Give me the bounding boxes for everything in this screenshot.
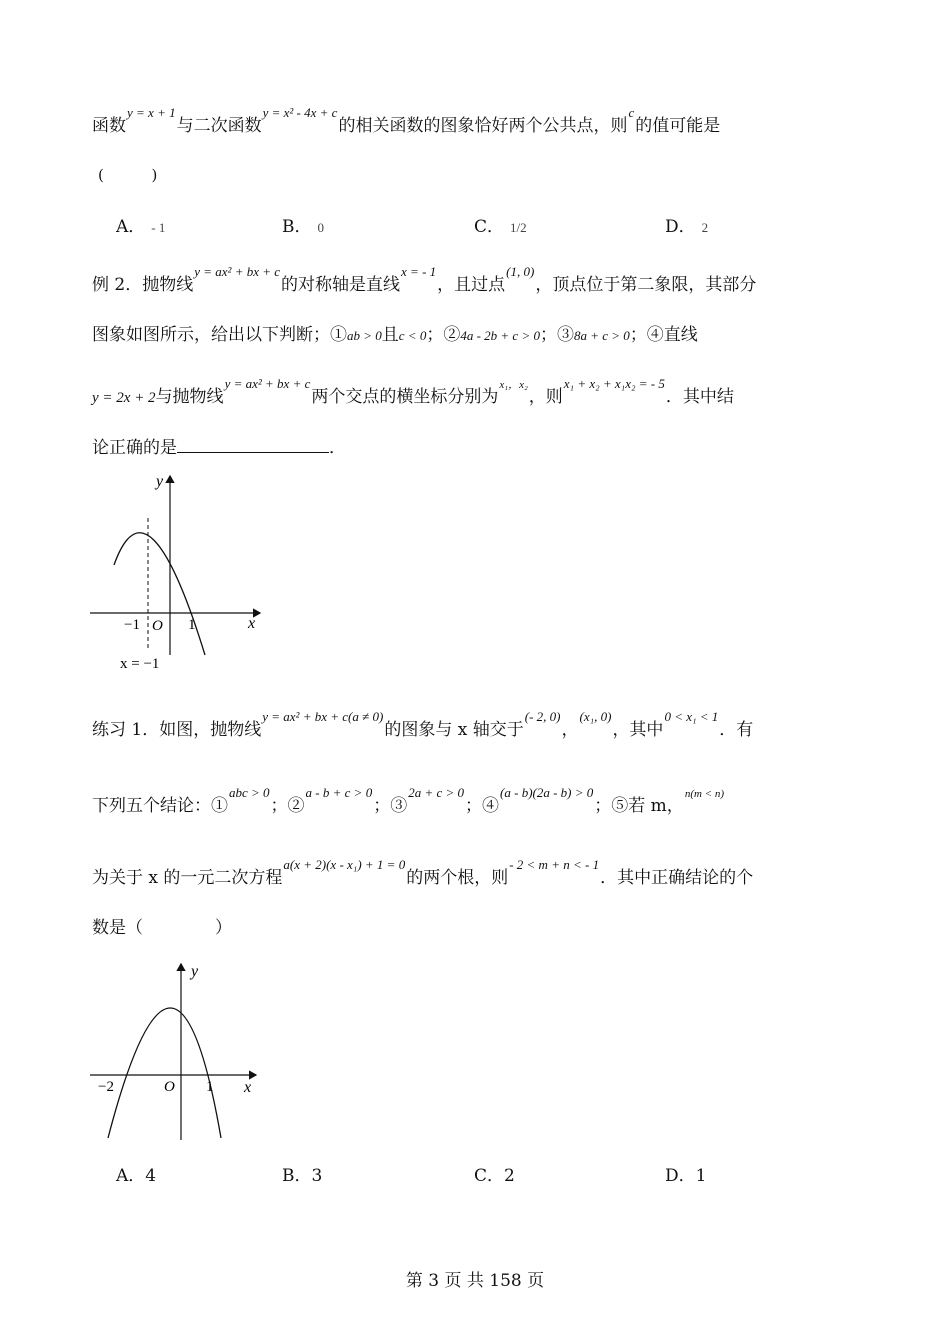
pr1-option-d-value: 1 [695, 1166, 707, 1186]
pr1-option-d [665, 1161, 706, 1186]
ex2-l4-text1: 论正确的是 [92, 438, 177, 458]
q1-line1 [92, 105, 721, 139]
pr1-l3-text1: 为关于 x 的一元二次方程 [92, 868, 283, 888]
q1-option-c [474, 212, 527, 237]
ex2-line2 [92, 323, 698, 348]
ex2-l2-text1: 图象如图所示，给出以下判断；① [92, 325, 347, 345]
pr1-l2-formula2: a - b + c > 0 [305, 785, 373, 800]
ex2-text2: 的对称轴是直线 [281, 275, 401, 295]
q1-option-c-value: 1/2 [510, 220, 527, 235]
ex2-text3: ，且过点 [437, 275, 506, 295]
ex2-l2-formula4: 8a + c > 0 [573, 328, 630, 343]
pr1-l3-text2: 的两个根，则 [406, 868, 509, 888]
q1-paren: ( ) [98, 166, 158, 184]
ex2-text4: ，顶点位于第二象限，其部分 [535, 275, 757, 295]
q1-option-a-value: - 1 [151, 220, 166, 235]
pr1-formula3: (x₁, 0) [579, 709, 612, 724]
graph-x-label: x [248, 615, 256, 632]
ex2-line3 [92, 376, 734, 411]
pr1-option-b-label: B． [282, 1166, 312, 1186]
q1-text4: 的值可能是 [635, 116, 721, 136]
pr1-text5: ．有 [719, 720, 754, 740]
ex2-line1 [92, 264, 757, 298]
pr1-l3-text3: ．其中正确结论的个 [600, 868, 754, 888]
pr1-l2-text4: ；④ [465, 796, 500, 816]
pr1-option-d-label: D． [665, 1166, 696, 1186]
pr1-option-b [282, 1161, 322, 1186]
ex2-l2-text3: ；② [426, 325, 461, 345]
ex2-l2-formula2: c < 0 [398, 328, 427, 343]
graph-neg2-label: −2 [98, 1079, 114, 1095]
pr1-option-a [116, 1161, 156, 1186]
ex2-formula2: x = - 1 [401, 264, 437, 279]
ex2-l3-formula4: x₁ + x₂ + x₁x₂ = - 5 [563, 376, 665, 391]
ex2-l3-formula2: y = ax² + bx + c [224, 376, 311, 391]
q1-text3: 的相关函数的图象恰好两个公共点，则 [338, 116, 628, 136]
pr1-formula1: y = ax² + bx + c(a ≠ 0) [262, 709, 384, 724]
pr1-l3-formula2: - 2 < m + n < - 1 [509, 857, 600, 872]
q1-option-d-value: 2 [701, 220, 709, 235]
q1-text2: 与二次函数 [176, 116, 262, 136]
ex2-l4-text2: ． [329, 438, 346, 458]
ex2-l3-formula3: x₁，x₂ [499, 379, 528, 391]
pr1-text4: ，其中 [612, 720, 664, 740]
ex2-l2-formula1: ab > 0 [347, 328, 382, 343]
pr1-parabola-graph [88, 958, 268, 1143]
pr1-l2-formula4: (a - b)(2a - b) > 0 [500, 785, 594, 800]
ex2-l2-text4: ；③ [539, 325, 574, 345]
pr1-l2-text3: ；③ [373, 796, 408, 816]
pr1-l2-text2: ；② [270, 796, 305, 816]
pr1-l3-formula1: a(x + 2)(x - x₁) + 1 = 0 [283, 857, 406, 872]
pr1-option-a-label: A． [116, 1166, 146, 1186]
q1-option-a [116, 212, 165, 237]
ex2-formula1: y = ax² + bx + c [194, 264, 281, 279]
pr1-option-c-label: C． [474, 1166, 505, 1186]
q1-option-b [282, 212, 324, 237]
pr1-option-b-value: 3 [311, 1166, 323, 1186]
pr1-line2 [92, 785, 725, 820]
graph-neg1-label: −1 [124, 617, 140, 633]
graph-y-label: y [156, 473, 164, 490]
pr1-line3 [92, 857, 754, 891]
pr1-formula4: 0 < x₁ < 1 [664, 709, 719, 724]
page-footer: 第 3 页 共 158 页 [405, 1271, 545, 1291]
pr1-formula2: (- 2, 0) [524, 709, 561, 724]
ex2-l3-formula1: y = 2x + 2 [92, 390, 156, 406]
graph-origin-label: O [152, 618, 163, 634]
graph-one-label: 1 [206, 1079, 214, 1095]
pr1-text2: 的图象与 x 轴交于 [384, 720, 524, 740]
pr1-text3: ， [561, 720, 579, 740]
ex2-l3-text2: 两个交点的横坐标分别为 [311, 387, 499, 407]
graph-origin-label: O [164, 1079, 175, 1095]
pr1-l2-text5: ；⑤若 m， [594, 796, 684, 816]
graph-one-label: 1 [188, 617, 196, 633]
pr1-l2-formula1: abc > 0 [229, 785, 270, 800]
pr1-option-c [474, 1161, 515, 1186]
pr1-l2-formula3: 2a + c > 0 [408, 785, 465, 800]
q1-text1: 函数 [92, 116, 126, 136]
q1-option-b-label: B． [282, 217, 312, 237]
ex2-l2-text2: 且 [381, 325, 399, 345]
pr1-option-a-value: 4 [145, 1166, 157, 1186]
pr1-option-c-value: 2 [504, 1166, 515, 1186]
ex2-l3-text3: ，则 [528, 387, 563, 407]
q1-option-c-label: C． [474, 217, 505, 237]
parabola-curve [114, 533, 205, 655]
q1-formula1: y = x + 1 [127, 105, 176, 120]
graph-x-label: x [244, 1079, 252, 1096]
ex2-l3-text4: ．其中结 [665, 387, 734, 407]
q1-option-d [665, 212, 708, 237]
q1-option-d-label: D． [665, 217, 696, 237]
graph-axis-label: x = −1 [120, 656, 160, 672]
ex2-formula3: (1, 0) [506, 264, 535, 279]
ex2-l2-text5: ；④直线 [629, 325, 698, 345]
ex2-l2-formula3: 4a - 2b + c > 0 [460, 328, 540, 343]
graph-y-label: y [191, 963, 199, 980]
ex2-l3-text1: 与抛物线 [155, 387, 224, 407]
pr1-text1: 练习 1．如图，抛物线 [92, 720, 262, 740]
q1-option-a-label: A． [116, 217, 146, 237]
pr1-l4-text1: 数是（ [92, 918, 143, 938]
ex2-text1: 例 2．抛物线 [92, 275, 194, 295]
pr1-l4-text2: ） [215, 918, 232, 938]
ex2-parabola-graph [88, 470, 268, 675]
ex2-line4 [92, 436, 346, 460]
q1-option-b-value: 0 [317, 220, 324, 235]
parabola-curve [108, 1008, 221, 1138]
q1-formula2: y = x² - 4x + c [262, 105, 338, 120]
answer-blank [177, 436, 329, 453]
pr1-l2-formula5: n(m < n) [684, 788, 725, 800]
pr1-l2-text1: 下列五个结论：① [92, 796, 228, 816]
pr1-line4 [92, 916, 232, 940]
q1-formula3: c [628, 105, 635, 120]
